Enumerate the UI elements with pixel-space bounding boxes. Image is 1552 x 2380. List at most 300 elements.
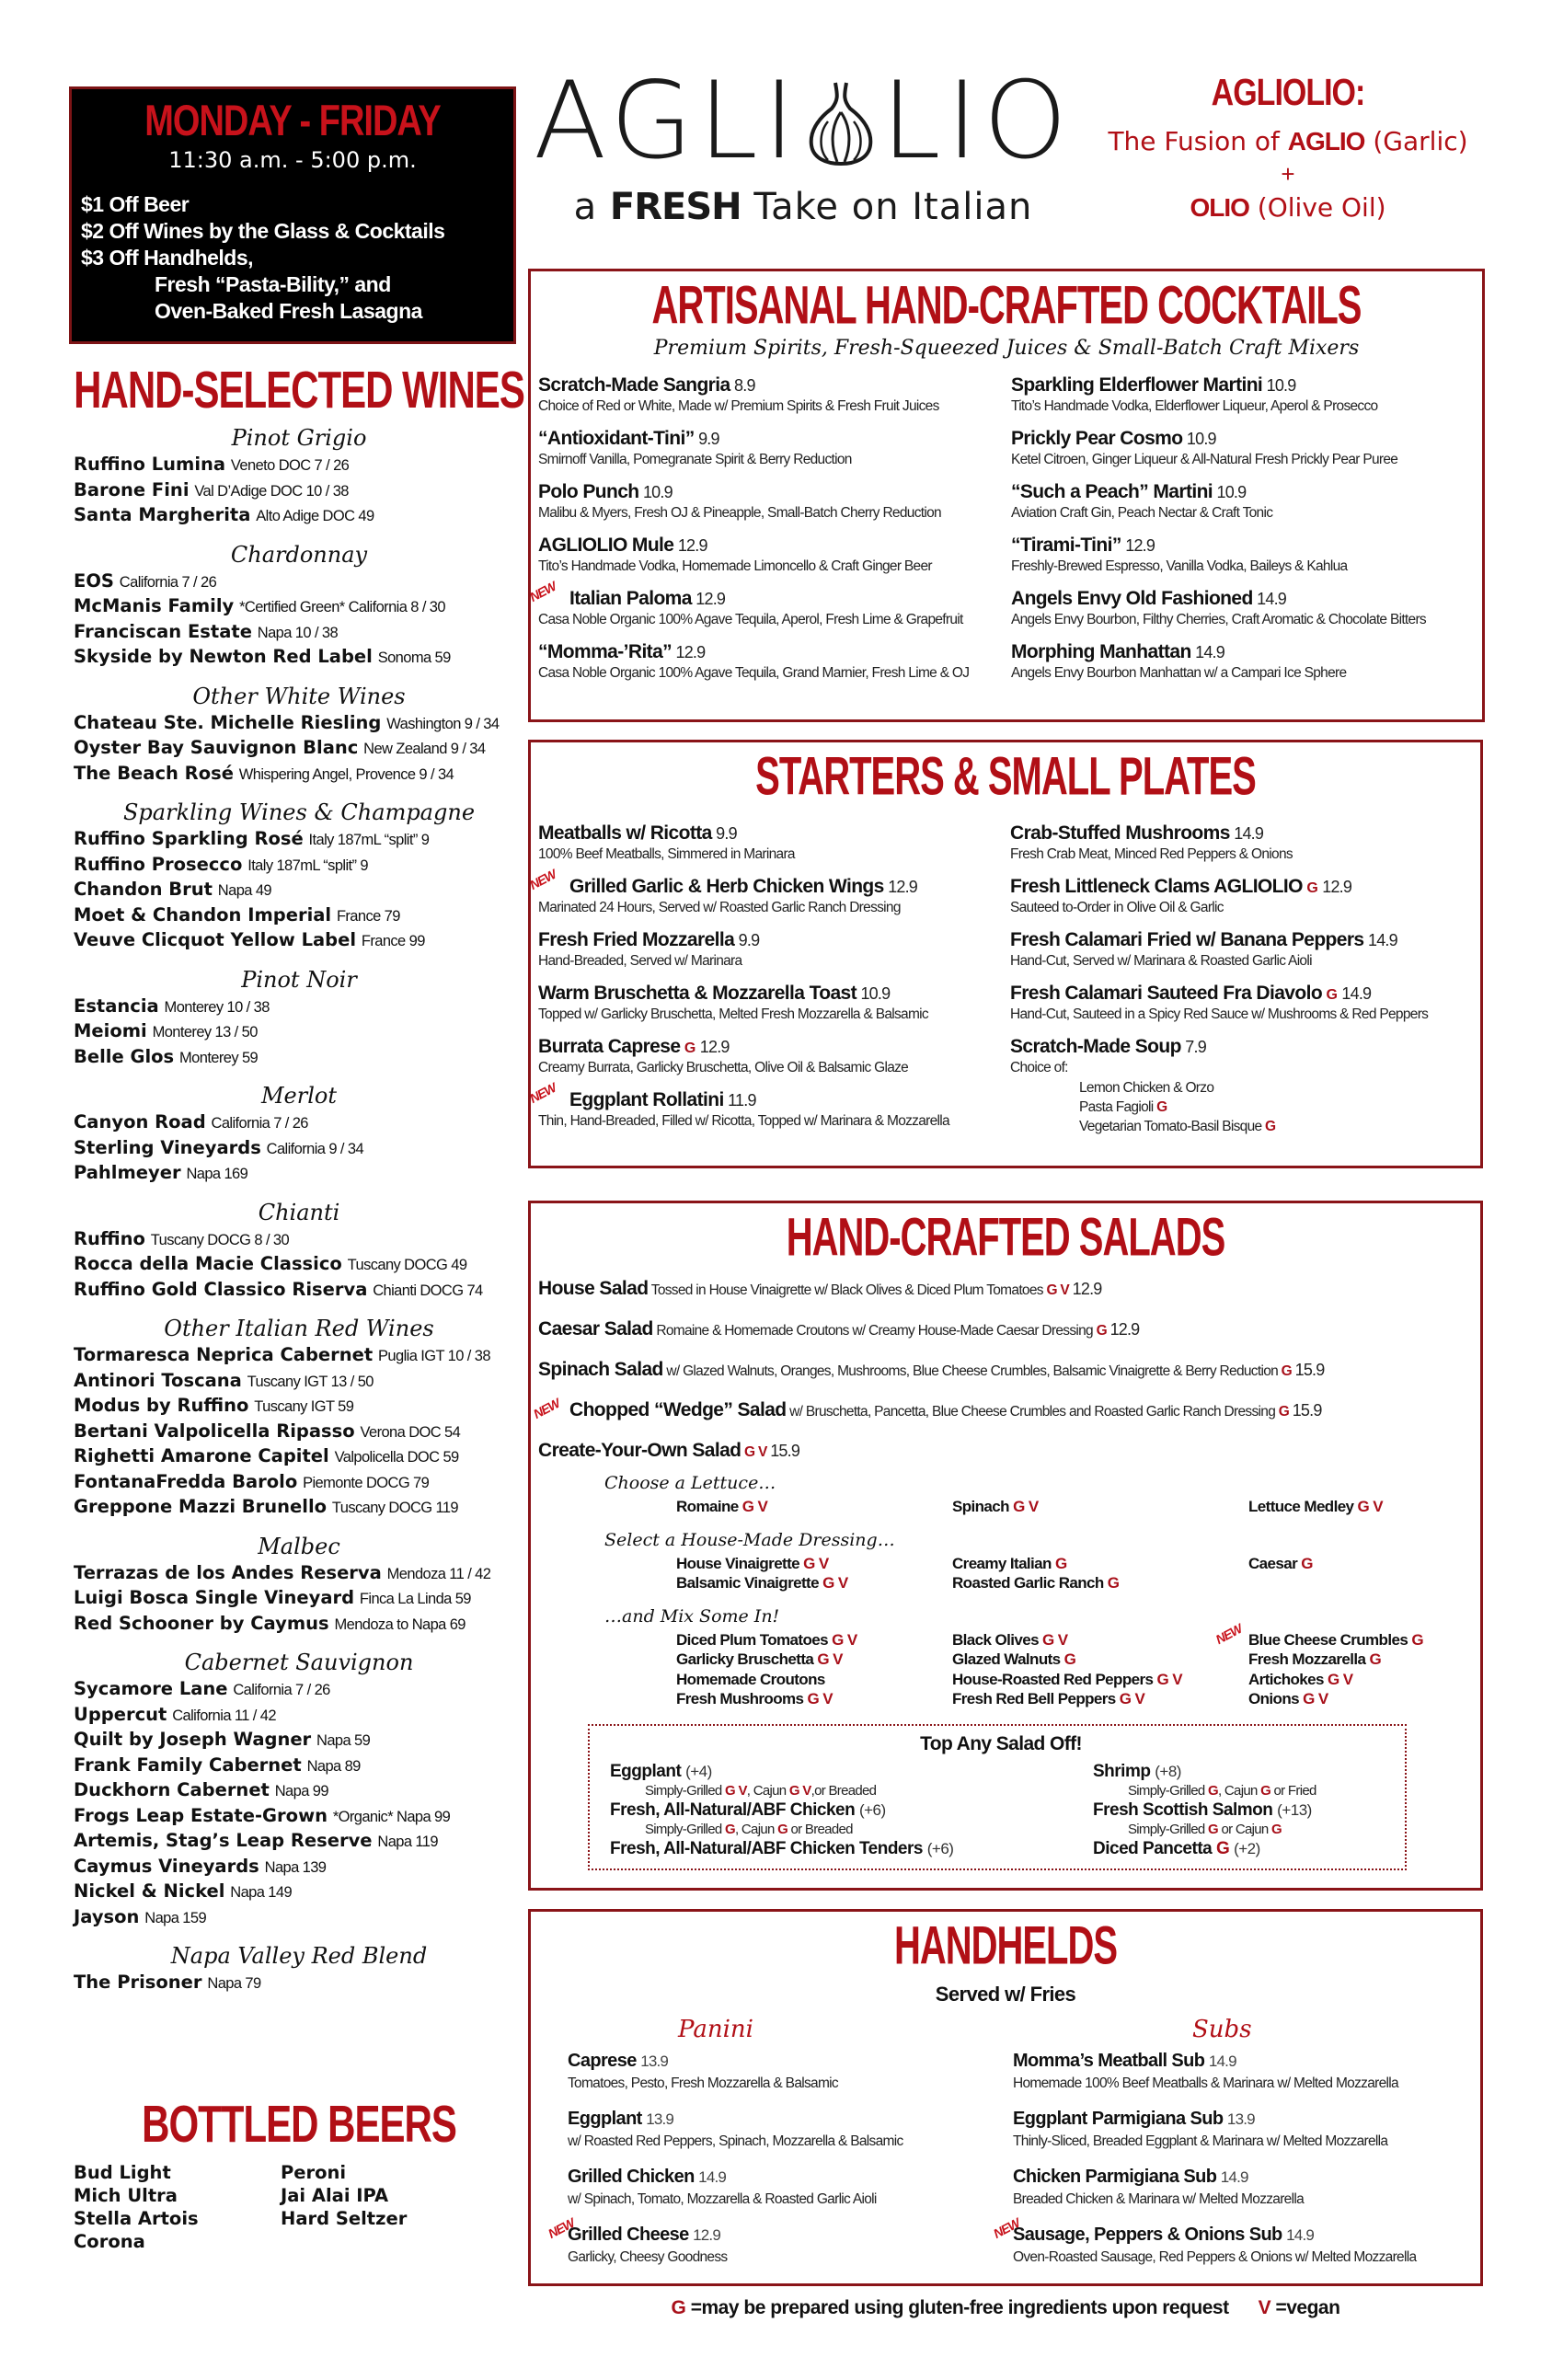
topper-price: (+13) — [1277, 1800, 1312, 1819]
option-name: House Vinaigrette — [676, 1554, 800, 1572]
beer-item: Corona — [74, 2231, 145, 2252]
handheld-title — [1013, 2051, 1458, 2072]
item-price: 12.9 — [1322, 878, 1352, 896]
vegan-tag: V — [1373, 1498, 1384, 1515]
item-description: 100% Beef Meatballs, Simmered in Marinara — [538, 846, 795, 862]
wine-detail: Washington 9 / 34 — [386, 715, 500, 732]
item-name: AGLIOLIO Mule — [538, 535, 674, 556]
item-price: 14.9 — [1220, 2168, 1248, 2186]
wine-name: Luigi Bosca Single Vineyard — [74, 1587, 355, 1608]
item-name: Grilled Chicken — [568, 2167, 695, 2187]
menu-item-title — [538, 481, 998, 503]
topper-price: (+2) — [1234, 1839, 1260, 1857]
option-name: Diced Plum Tomatoes — [676, 1630, 828, 1649]
salad-option — [1248, 1573, 1488, 1593]
item-name: Sparkling Elderflower Martini — [1011, 374, 1263, 396]
fusion-line-1 — [1086, 126, 1490, 156]
salad-name: House Salad — [538, 1278, 649, 1299]
gluten-free-tag: G — [1046, 1282, 1057, 1298]
menu-item-title — [1010, 822, 1469, 845]
wine-detail: Finca La Linda 59 — [359, 1591, 471, 1607]
panini-list — [545, 2051, 1013, 2266]
wine-item — [74, 594, 524, 620]
dietary-tag: G V — [788, 1782, 811, 1799]
wine-detail: Napa 139 — [264, 1858, 327, 1876]
wine-name: Ruffino Sparkling Rosé — [74, 828, 304, 849]
wine-detail: Monterey 59 — [179, 1049, 259, 1066]
tagline-bold: FRESH — [609, 186, 742, 228]
wine-item — [74, 1136, 524, 1162]
soup-option — [1079, 1078, 1469, 1098]
gluten-free-tag: G — [742, 1498, 754, 1515]
wine-item — [74, 620, 524, 646]
starters-right-column — [1010, 822, 1469, 1143]
starters-heading — [531, 747, 1480, 807]
salad-price: 15.9 — [1292, 1401, 1322, 1420]
dressing-label: Select a House-Made Dressing… — [604, 1529, 895, 1550]
salad-option — [1213, 1620, 1488, 1650]
wine-name: FontanaFredda Barolo — [74, 1470, 298, 1492]
wine-item — [74, 645, 524, 671]
option-text: or Fried — [1270, 1782, 1316, 1799]
item-price: 10.9 — [642, 483, 673, 501]
wine-name: Estancia — [74, 995, 159, 1017]
wine-detail: Whispering Angel, Provence 9 / 34 — [238, 765, 454, 783]
salad-price: 12.9 — [1072, 1280, 1102, 1298]
item-price: 13.9 — [1226, 2110, 1255, 2128]
handheld-title — [568, 2051, 1013, 2072]
item-description: Fresh Crab Meat, Minced Red Peppers & Onions — [1010, 846, 1293, 862]
item-name: Polo Punch — [538, 481, 639, 502]
gluten-free-tag: G — [1054, 1554, 1067, 1572]
wine-name: Sycamore Lane — [74, 1678, 228, 1699]
item-name: Scratch-Made Sangria — [538, 374, 730, 396]
new-badge: NEW — [526, 866, 558, 893]
item-description: Smirnoff Vanilla, Pomegranate Spirit & Berry Reduction — [538, 452, 852, 467]
item-price: 14.9 — [1208, 2052, 1236, 2070]
dietary-tag: G V — [725, 1782, 747, 1799]
item-name: Fresh Calamari Sauteed Fra Diavolo — [1010, 983, 1323, 1004]
wine-detail: New Zealand 9 / 34 — [363, 741, 486, 757]
wine-category-heading: Sparkling Wines & Champagne — [122, 799, 476, 825]
menu-item-title — [1010, 876, 1469, 898]
item-price: 14.9 — [698, 2168, 727, 2186]
wine-item — [74, 1470, 524, 1496]
option-name: Lettuce Medley — [1248, 1498, 1354, 1515]
gluten-free-tag: G — [1013, 1498, 1025, 1515]
salad-description: w/ Glazed Walnuts, Oranges, Mushrooms, Blue Cheese Crumbles, Balsamic Vinaigrette & Berry Reduction — [666, 1363, 1279, 1379]
starters-heading-text: STARTERS & SMALL PLATES — [755, 747, 1256, 807]
wine-category-heading: Pinot Grigio — [231, 425, 367, 451]
handhelds-grid — [531, 2016, 1480, 2282]
wine-name: Duckhorn Cabernet — [74, 1779, 270, 1800]
served-with-fries: Served w/ Fries — [935, 1983, 1076, 2006]
item-name: Grilled Cheese — [568, 2225, 689, 2245]
salad-option — [952, 1573, 1248, 1593]
cocktails-heading — [531, 276, 1482, 336]
wine-item — [74, 1880, 524, 1905]
wine-name: Terrazas de los Andes Reserva — [74, 1561, 382, 1583]
item-price: 7.9 — [1185, 1038, 1206, 1056]
item-price: 14.9 — [1257, 590, 1287, 608]
salad-name: Chopped “Wedge” Salad — [569, 1399, 787, 1420]
item-price: 9.9 — [716, 824, 737, 843]
wine-name: Frank Family Cabernet — [74, 1753, 302, 1776]
beer-item: Hard Seltzer — [281, 2208, 408, 2229]
fusion-text: (Olive Oil) — [1257, 192, 1386, 223]
starters-grid — [526, 811, 1480, 1143]
wine-item — [74, 1753, 524, 1779]
wine-category-heading: Other White Wines — [192, 683, 406, 709]
gluten-free-tag: G — [822, 1574, 834, 1592]
wine-item — [74, 478, 524, 504]
wine-category-heading: Malbec — [258, 1533, 340, 1559]
topper-item — [1093, 1761, 1392, 1782]
salad-item — [531, 1440, 1480, 1462]
menu-item-title — [538, 822, 997, 845]
menu-item-title — [538, 428, 998, 450]
handhelds-heading-text: HANDHELDS — [893, 1916, 1118, 1976]
item-description: Freshly-Brewed Espresso, Vanilla Vodka, Baileys & Kahlua — [1011, 558, 1348, 574]
gluten-free-text: =may be prepared using gluten-free ingredients upon request — [690, 2297, 1229, 2318]
topper-item — [610, 1799, 1093, 1821]
cocktails-right-column — [1011, 374, 1471, 695]
wine-item — [74, 903, 524, 929]
option-name: Glazed Walnuts — [952, 1650, 1061, 1668]
soup-name: Lemon Chicken & Orzo — [1079, 1080, 1214, 1096]
item-name: Morphing Manhattan — [1011, 641, 1191, 662]
option-name: Homemade Croutons — [676, 1670, 825, 1688]
menu-item — [1011, 374, 1471, 415]
vegan-text: =vegan — [1275, 2297, 1340, 2318]
menu-item — [526, 578, 998, 628]
item-name: Grilled Garlic & Herb Chicken Wings — [569, 876, 884, 897]
wine-detail: Valpolicella DOC 59 — [334, 1449, 459, 1466]
item-name: Momma’s Meatball Sub — [1013, 2051, 1205, 2071]
gluten-free-tag: G — [1326, 987, 1338, 1003]
wine-name: Nickel & Nickel — [74, 1880, 225, 1902]
vegan-tag: V — [846, 1630, 857, 1649]
vegan-tag: V — [1060, 1282, 1070, 1298]
menu-item — [1011, 588, 1471, 628]
item-description: Casa Noble Organic 100% Agave Tequila, Grand Marnier, Fresh Lime & OJ — [538, 665, 970, 681]
item-name: Fresh Fried Mozzarella — [538, 929, 735, 950]
salad-option — [952, 1497, 1248, 1517]
item-description: Hand-Cut, Served w/ Marinara & Roasted Garlic Aioli — [1010, 953, 1312, 969]
salad-option — [1248, 1497, 1488, 1517]
vegan-tag: V — [757, 1498, 768, 1515]
salad-option — [952, 1554, 1248, 1574]
salad-option — [1248, 1650, 1488, 1670]
item-price: 13.9 — [646, 2110, 674, 2128]
starters-left-column — [526, 822, 997, 1143]
menu-item — [1011, 428, 1471, 468]
fusion-bold: OLIO — [1190, 193, 1249, 222]
menu-item-title — [538, 588, 998, 610]
handheld-item — [1013, 2051, 1458, 2092]
wine-detail: Tuscany IGT 59 — [254, 1398, 354, 1415]
wine-name: Franciscan Estate — [74, 620, 252, 642]
wine-name: Barone Fini — [74, 478, 190, 500]
wine-detail: Napa 49 — [217, 882, 271, 899]
beer-item: Bud Light — [74, 2162, 171, 2183]
gluten-free-tag: G — [1278, 1404, 1290, 1420]
subs-heading: Subs — [1192, 2016, 1252, 2043]
handheld-item — [1013, 2109, 1458, 2150]
menu-item-title — [538, 641, 998, 663]
item-description: Hand-Cut, Sauteed in a Spicy Red Sauce w/ Mushrooms & Red Peppers — [1010, 1006, 1429, 1022]
item-description: Choice of Red or White, Made w/ Premium Spirits & Fresh Fruit Juices — [538, 398, 939, 414]
restaurant-logo — [532, 59, 1075, 228]
wine-detail: Monterey 13 / 50 — [152, 1024, 258, 1041]
new-badge: NEW — [526, 578, 558, 605]
fusion-text: The Fusion of — [1108, 126, 1280, 156]
handheld-title — [568, 2225, 1013, 2246]
beers-heading-text: BOTTLED BEERS — [142, 2094, 456, 2154]
wine-list — [74, 360, 524, 1996]
wine-detail: Napa 159 — [144, 1909, 207, 1926]
new-badge: NEW — [545, 2214, 577, 2242]
option-text: or Breaded — [787, 1821, 853, 1837]
wine-category-heading: Pinot Noir — [241, 966, 357, 993]
wine-name: Ruffino — [74, 1227, 145, 1249]
item-name: Prickly Pear Cosmo — [1011, 428, 1183, 449]
dietary-tag: G — [777, 1821, 788, 1837]
wine-detail: *Certified Green* California 8 / 30 — [239, 599, 445, 615]
gluten-free-tag: G — [1306, 880, 1318, 896]
topper-options — [1093, 1821, 1392, 1838]
beer-item: Mich Ultra — [74, 2185, 178, 2206]
menu-item-title — [1011, 428, 1471, 450]
option-text: , Cajun — [1217, 1782, 1261, 1799]
wine-item — [74, 1778, 524, 1804]
wine-name: Canyon Road — [74, 1111, 206, 1133]
item-description: Breaded Chicken & Marinara w/ Melted Mozzarella — [1013, 2191, 1305, 2207]
option-name: Garlicky Bruschetta — [676, 1650, 814, 1668]
item-description: Tito’s Handmade Vodka, Elderflower Liqueur, Aperol & Prosecco — [1011, 398, 1378, 414]
wine-item — [74, 1905, 524, 1931]
wine-name: Modus by Ruffino — [74, 1395, 249, 1416]
vegan-tag: V — [1028, 1498, 1039, 1515]
handheld-item — [568, 2167, 1013, 2208]
item-description: w/ Roasted Red Peppers, Spinach, Mozzarella & Balsamic — [568, 2133, 903, 2149]
wine-name: Meiomi — [74, 1020, 147, 1041]
wine-category-heading: Chardonnay — [230, 541, 368, 568]
topper-name: Fresh Scottish Salmon — [1093, 1799, 1273, 1820]
mixins-label: …and Mix Some In! — [604, 1605, 780, 1627]
logo-text-right: LIO — [880, 59, 1074, 183]
salad-option — [676, 1573, 952, 1593]
option-name: Romaine — [676, 1498, 739, 1515]
fusion-bold: AGLIO — [1287, 127, 1365, 155]
wine-item — [74, 1829, 524, 1855]
option-name: Onions — [1248, 1690, 1299, 1707]
handheld-item — [545, 2214, 1013, 2266]
wine-name: Ruffino Gold Classico Riserva — [74, 1278, 368, 1300]
cocktails-grid — [526, 360, 1482, 695]
item-price: 10.9 — [1186, 430, 1216, 448]
wine-detail: Tuscany DOCG 49 — [347, 1257, 467, 1273]
wine-item — [74, 1110, 524, 1136]
beer-item: Stella Artois — [74, 2208, 199, 2229]
wine-categories — [74, 425, 524, 1996]
item-price: 12.9 — [696, 590, 726, 608]
gluten-free-tag: G — [1042, 1630, 1054, 1649]
wine-category-heading: Chianti — [258, 1199, 340, 1225]
menu-item — [538, 822, 997, 863]
wine-item — [74, 1561, 524, 1587]
wine-category-heading: Other Italian Red Wines — [164, 1316, 434, 1341]
item-name: Burrata Caprese — [538, 1036, 681, 1057]
menu-item — [538, 428, 998, 468]
fusion-plus: + — [1281, 160, 1295, 188]
wine-item — [74, 1369, 524, 1395]
lettuce-options — [531, 1497, 1480, 1517]
item-description: Homemade 100% Beef Meatballs & Marinara w/ Melted Mozzarella — [1013, 2075, 1398, 2091]
handheld-title — [1013, 2225, 1458, 2246]
gluten-free-tag: G — [1357, 1498, 1370, 1515]
wine-item — [74, 1855, 524, 1880]
panini-heading: Panini — [678, 2016, 753, 2043]
item-name: Italian Paloma — [569, 588, 692, 609]
wine-detail: Puglia IGT 10 / 38 — [378, 1348, 490, 1364]
salad-item — [531, 1318, 1480, 1340]
item-description: Topped w/ Garlicky Bruschetta, Melted Fresh Mozzarella & Balsamic — [538, 1006, 928, 1022]
wine-item — [74, 736, 524, 762]
deal: $3 Off Handhelds, — [81, 246, 254, 270]
item-description: Garlicky, Cheesy Goodness — [568, 2249, 728, 2265]
wine-detail: Napa 99 — [274, 1783, 328, 1799]
topper-price: (+6) — [858, 1800, 886, 1819]
option-text: ,or Breaded — [810, 1782, 877, 1799]
beer-list — [74, 2094, 524, 2253]
salad-toppers-box — [588, 1724, 1407, 1870]
salad-option — [1248, 1689, 1488, 1709]
item-description: Angels Envy Bourbon, Filthy Cherries, Craft Aromatic & Chocolate Bitters — [1011, 612, 1426, 627]
handheld-item — [1013, 2167, 1458, 2208]
wine-detail: Alto Adige DOC 49 — [256, 508, 374, 524]
item-price: 13.9 — [640, 2052, 669, 2070]
beer-column-1 — [74, 2161, 281, 2253]
wine-name: Tormaresca Neprica Cabernet — [74, 1344, 374, 1365]
tagline-prefix: a — [573, 186, 598, 228]
option-name: Spinach — [952, 1498, 1009, 1515]
wine-item — [74, 878, 524, 903]
wine-name: Righetti Amarone Capitel — [74, 1445, 329, 1466]
dietary-legend — [528, 2297, 1483, 2319]
item-price: 14.9 — [1286, 2226, 1315, 2244]
item-name: Angels Envy Old Fashioned — [1011, 588, 1253, 609]
wine-detail: Napa 169 — [186, 1166, 248, 1182]
gluten-free-tag: G — [1328, 1670, 1339, 1688]
menu-item — [526, 1079, 997, 1130]
item-description: Sauteed to-Order in Olive Oil & Garlic — [1010, 900, 1224, 915]
item-description: Malibu & Myers, Fresh OJ & Pineapple, Small-Batch Cherry Reduction — [538, 505, 941, 521]
menu-item — [538, 535, 998, 575]
wine-detail: Mendoza 11 / 42 — [386, 1565, 491, 1582]
item-description: Thinly-Sliced, Breaded Eggplant & Marinara w/ Melted Mozzarella — [1013, 2133, 1388, 2149]
wine-item — [74, 827, 524, 853]
item-price: 14.9 — [1341, 984, 1372, 1003]
menu-item — [1010, 929, 1469, 970]
salad-description: Romaine & Homemade Croutons w/ Creamy House-Made Caesar Dressing — [656, 1323, 1093, 1339]
item-price: 12.9 — [888, 878, 918, 896]
item-price: 14.9 — [1234, 824, 1264, 843]
deal: $2 Off Wines by the Glass & Cocktails — [81, 219, 445, 243]
item-price: 10.9 — [1216, 483, 1247, 501]
item-description: Hand-Breaded, Served w/ Marinara — [538, 953, 742, 969]
wine-name: Santa Margherita — [74, 504, 251, 525]
gluten-free-tag: G — [1411, 1630, 1423, 1649]
option-name: Fresh Mushrooms — [676, 1690, 804, 1707]
salad-price: 15.9 — [770, 1442, 800, 1460]
topper-price: (+8) — [1155, 1762, 1181, 1780]
logo-text-left: AGLI — [533, 59, 800, 183]
wine-item — [74, 711, 524, 737]
wine-name: Antinori Toscana — [74, 1369, 242, 1391]
menu-item-title — [538, 1036, 997, 1058]
name-explanation — [1086, 72, 1490, 223]
toppers-left-column — [610, 1761, 1093, 1859]
wine-item — [74, 762, 524, 788]
wine-item — [74, 1804, 524, 1830]
menu-item-title — [1011, 481, 1471, 503]
cocktails-heading-text: ARTISANAL HAND-CRAFTED COCKTAILS — [651, 276, 1362, 336]
wine-item — [74, 1971, 524, 1996]
wine-detail: Val D’Adige DOC 10 / 38 — [194, 482, 349, 500]
item-description: Tomatoes, Pesto, Fresh Mozzarella & Balsamic — [568, 2075, 838, 2091]
vegan-tag: V — [1317, 1690, 1328, 1707]
salad-description: Tossed in House Vinaigrette w/ Black Olives & Diced Plum Tomatoes — [650, 1282, 1043, 1298]
wine-item — [74, 1420, 524, 1445]
salad-option — [676, 1630, 952, 1650]
menu-item — [1010, 1036, 1469, 1076]
wine-name: Veuve Clicquot Yellow Label — [74, 929, 357, 950]
salad-option — [1248, 1670, 1488, 1690]
item-description: Choice of: — [1010, 1060, 1068, 1075]
item-description: Tito’s Handmade Vodka, Homemade Limoncello & Craft Ginger Beer — [538, 558, 932, 574]
gluten-free-tag: G — [832, 1630, 844, 1649]
menu-item — [538, 1036, 997, 1076]
deal-continuation: Fresh “Pasta-Bility,” and — [155, 272, 391, 296]
menu-item-title — [538, 983, 997, 1005]
gluten-free-tag: G — [817, 1650, 829, 1668]
item-name: Chicken Parmigiana Sub — [1013, 2167, 1217, 2187]
salad-option — [676, 1650, 952, 1670]
wine-detail: Italy 187mL “split” 9 — [308, 832, 430, 848]
tagline-suffix: Take on Italian — [753, 186, 1033, 228]
toppers-title: Top Any Salad Off! — [920, 1732, 1082, 1754]
wine-name: Ruffino Lumina — [74, 454, 226, 475]
menu-item-title — [1010, 929, 1469, 951]
wine-name: Jayson — [74, 1905, 140, 1927]
item-name: “Such a Peach” Martini — [1011, 481, 1213, 502]
item-description: Creamy Burrata, Garlicky Bruschetta, Olive Oil & Balsamic Glaze — [538, 1060, 909, 1075]
wine-name: The Beach Rosé — [74, 762, 234, 784]
salad-price: 12.9 — [1109, 1320, 1140, 1339]
option-name: Creamy Italian — [952, 1554, 1052, 1572]
item-price: 10.9 — [1266, 376, 1296, 395]
topper-price: (+6) — [926, 1839, 954, 1857]
option-name: Caesar — [1248, 1554, 1298, 1572]
menu-item — [538, 641, 998, 682]
wine-name: Chateau Ste. Michelle Riesling — [74, 711, 382, 733]
wine-item — [74, 1278, 524, 1304]
vegan-tag: V — [1134, 1690, 1145, 1707]
handhelds-section — [528, 1909, 1483, 2286]
topper-name: Shrimp — [1093, 1761, 1151, 1781]
menu-item-title — [1010, 1036, 1469, 1058]
